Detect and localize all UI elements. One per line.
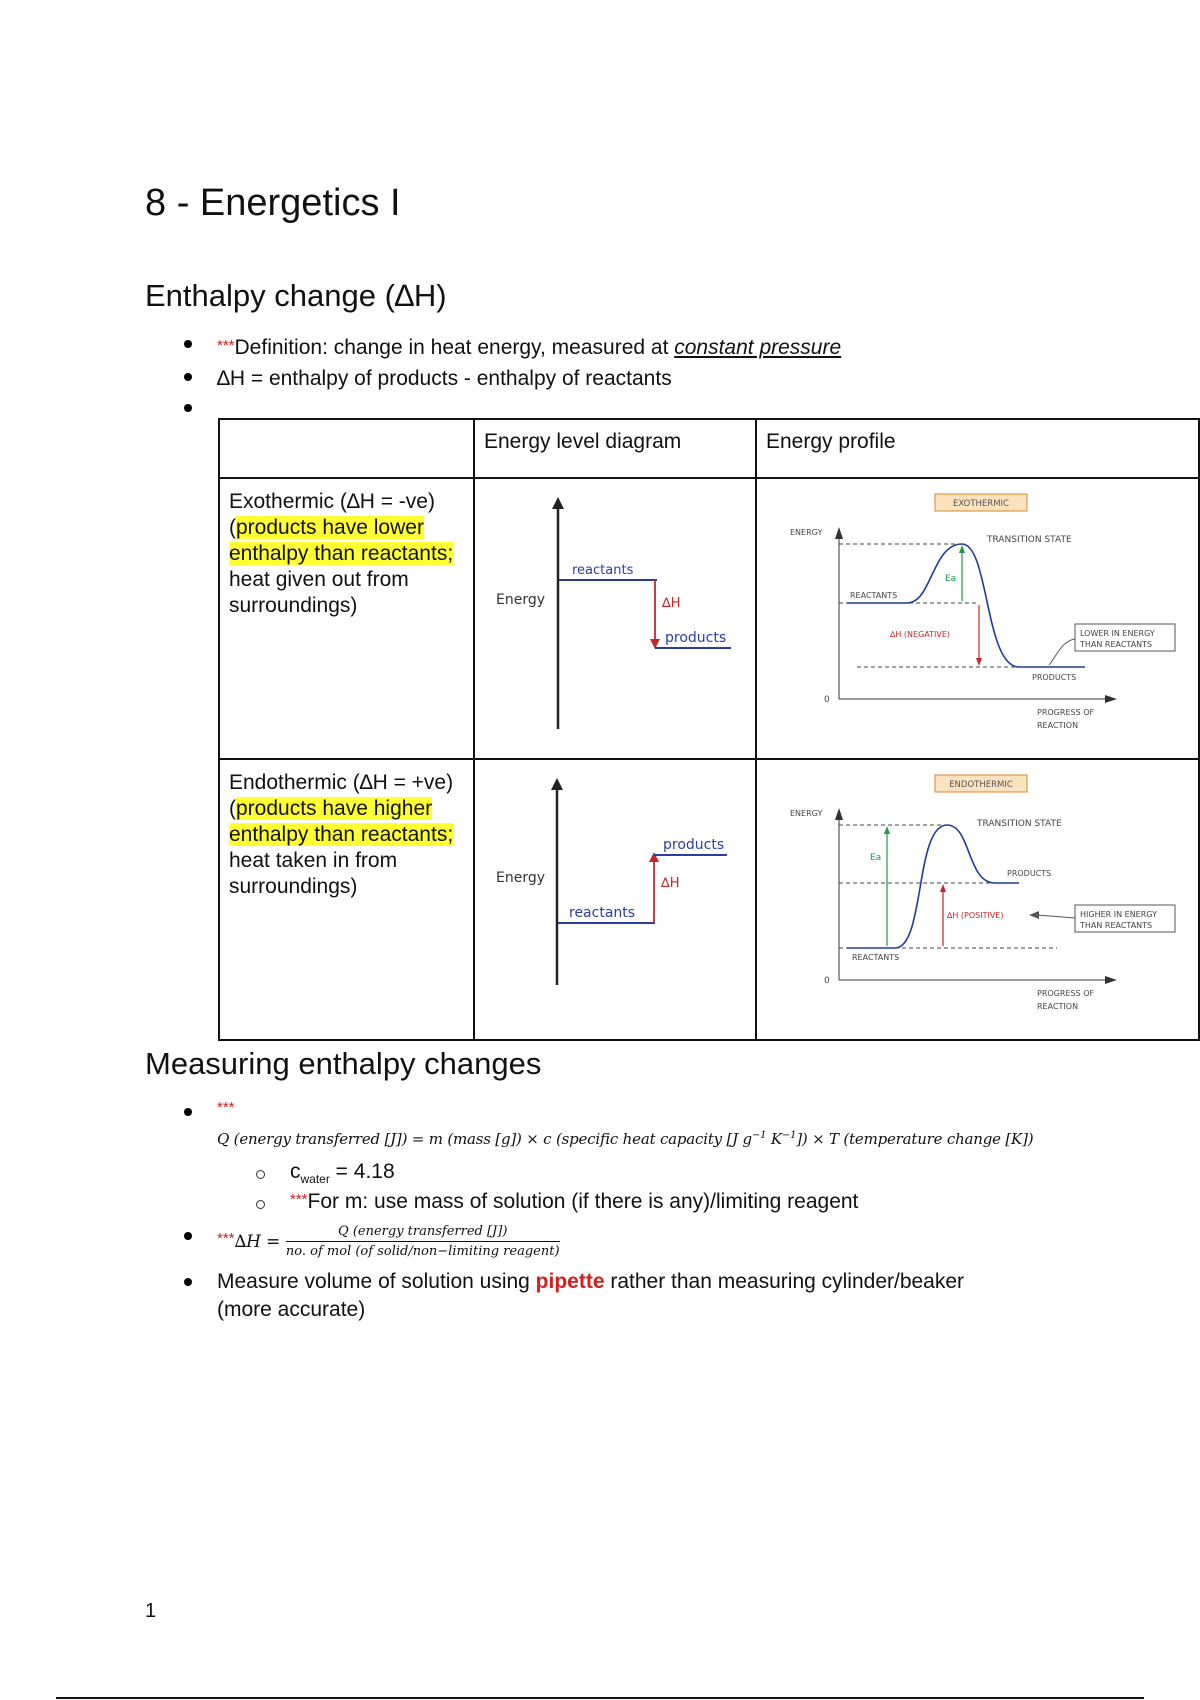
higher-energy-note-line2: THAN REACTANTS [1080,921,1153,930]
delta-h-fraction [286,1224,560,1259]
progress-label-line2: REACTION [1037,1002,1079,1011]
delta-h-arrowhead-icon [649,852,659,862]
energy-axis-label: Energy [496,592,546,608]
table-row-endothermic [219,759,1199,1040]
exothermic-label-cell: Exothermic (∆H = -ve) (products have lower enthalpy than reactants; heat given out from surroundings) [219,478,474,759]
delta-h-profile-arrowhead-icon [940,884,946,892]
table-header-row [219,419,1199,478]
enthalpy-bullets [0,330,841,425]
pipette-text-line2: (more accurate) [217,1298,366,1321]
note-pointer-line [1049,639,1075,665]
pipette-emphasis: pipette [535,1270,605,1293]
energetics-table [218,418,1200,1041]
profile-energy-label: ENERGY [790,809,823,818]
endothermic-badge-label: ENDOTHERMIC [949,780,1013,790]
exothermic-level-diagram-cell [474,478,756,759]
reactants-label: REACTANTS [850,591,898,600]
bullet-stars-only [0,1098,1033,1126]
profile-y-arrow-icon [835,527,843,539]
delta-h-positive-label: ∆H (POSITIVE) [947,911,1004,920]
pipette-text-post: rather than measuring cylinder/beaker [604,1270,965,1293]
table-row-exothermic [219,478,1199,759]
section-heading-enthalpy-change: Enthalpy change (∆H) [145,278,447,313]
c-symbol: c [290,1160,301,1183]
delta-h-label: ∆H [662,596,681,611]
stars-marker: *** [290,1191,308,1208]
axis-arrow-icon [551,778,563,790]
c-subscript: water [300,1172,330,1187]
q-equation-part2: K [766,1130,782,1148]
endothermic-energy-profile [757,760,1198,1029]
endothermic-level-diagram [475,760,755,1029]
section-heading-measuring: Measuring enthalpy changes [145,1046,542,1081]
q-equation [217,1130,1033,1148]
stars-marker: *** [217,1230,235,1248]
profile-x-arrow-icon [1105,695,1117,703]
reactants-level-label: reactants [572,563,634,578]
endothermic-title: Endothermic (∆H = +ve) [229,771,454,794]
lower-energy-note-line2: THAN REACTANTS [1080,640,1153,649]
products-label: PRODUCTS [1032,673,1077,682]
constant-pressure-emphasis: constant pressure [674,336,842,359]
measuring-bullets [0,1098,1033,1324]
header-cell-empty [219,419,474,478]
ea-arrowhead-icon [959,545,965,553]
stars-marker: *** [217,337,235,354]
lower-energy-note-line1: LOWER IN ENERGY [1080,629,1155,638]
exothermic-profile-cell [756,478,1199,759]
reactants-level-label: reactants [569,905,636,921]
exothermic-level-diagram [475,479,755,748]
progress-label-line1: PROGRESS OF [1037,989,1095,998]
delta-h-label: ∆H [661,876,680,891]
energy-axis-label: Energy [496,870,546,886]
transition-state-label: TRANSITION STATE [977,819,1062,829]
ea-label: Ea [870,853,882,863]
pipette-text-pre: Measure volume of solution using [217,1270,536,1293]
ea-label: Ea [945,574,957,584]
bullet-pipette [0,1268,1033,1324]
endothermic-heat-text: heat taken in from surroundings) [229,849,398,898]
fraction-denominator: no. of mol (of solid/non−limiting reagent) [285,1244,560,1259]
q-equation-part1: Q (energy transferred [J]) = m (mass [g]) × c (specific heat capacity [J g [217,1130,752,1148]
profile-origin-label: 0 [824,695,830,705]
exothermic-reaction-curve [847,544,1085,667]
exothermic-highlight: products have lower enthalpy than reactants; [229,516,454,565]
reactants-label: REACTANTS [852,953,900,962]
endothermic-label-cell: Endothermic (∆H = +ve) (products have higher enthalpy than reactants; heat taken in from surroundings) [219,759,474,1040]
q-equation-line [0,1126,1033,1160]
q-equation-part3: ]) × T (temperature change [K]) [796,1130,1034,1148]
products-level-label: products [665,630,727,646]
progress-label-line1: PROGRESS OF [1037,708,1095,717]
header-energy-profile: Energy profile [756,419,1199,478]
c-water-value: = 4.18 [329,1160,395,1183]
definition-text: Definition: change in heat energy, measured at [234,336,675,359]
progress-label-line2: REACTION [1037,721,1079,730]
sub-bullet-mass [0,1190,1033,1222]
exothermic-title: Exothermic (∆H = -ve) [229,490,435,513]
higher-energy-note-line1: HIGHER IN ENERGY [1080,910,1157,919]
profile-energy-label: ENERGY [790,528,823,537]
note-pointer-line [1037,915,1075,918]
axis-arrow-icon [552,497,564,509]
exothermic-badge-label: EXOTHERMIC [953,499,1009,509]
page-number: 1 [145,1600,157,1622]
bullet-delta-h-equation [0,1222,1033,1268]
page-title: 8 - Energetics I [145,182,401,224]
bullet-delta-h-formula: ∆H = enthalpy of products - enthalpy of reactants [0,363,841,394]
mass-note-text: For m: use mass of solution (if there is any)/limiting reagent [307,1190,859,1213]
products-label: PRODUCTS [1007,869,1052,878]
endothermic-level-diagram-cell [474,759,756,1040]
fraction-numerator: Q (energy transferred [J]) [286,1224,560,1242]
transition-state-label: TRANSITION STATE [987,535,1072,545]
stars-marker: *** [217,1099,235,1116]
ea-arrowhead-icon [884,826,890,834]
endothermic-reaction-curve [847,825,1019,948]
products-level-label: products [663,837,725,853]
profile-origin-label: 0 [824,976,830,986]
q-equation-sup1: −1 [751,1130,767,1141]
note-pointer-arrow-icon [1029,911,1039,919]
endothermic-profile-cell [756,759,1199,1040]
delta-h-negative-label: ∆H (NEGATIVE) [890,630,951,639]
endothermic-highlight: products have higher enthalpy than reactants; [229,797,454,846]
delta-h-lhs: ∆H = [234,1232,281,1253]
bullet-definition [0,330,841,363]
sub-bullet-c-water [0,1160,1033,1190]
bottom-divider [56,1697,1144,1699]
delta-h-profile-arrowhead-icon [976,658,982,666]
q-equation-sup2: −1 [781,1130,797,1141]
profile-y-arrow-icon [835,808,843,820]
header-energy-level-diagram: Energy level diagram [474,419,756,478]
exothermic-heat-text: heat given out from surroundings) [229,568,409,617]
profile-x-arrow-icon [1105,976,1117,984]
exothermic-energy-profile [757,479,1198,748]
